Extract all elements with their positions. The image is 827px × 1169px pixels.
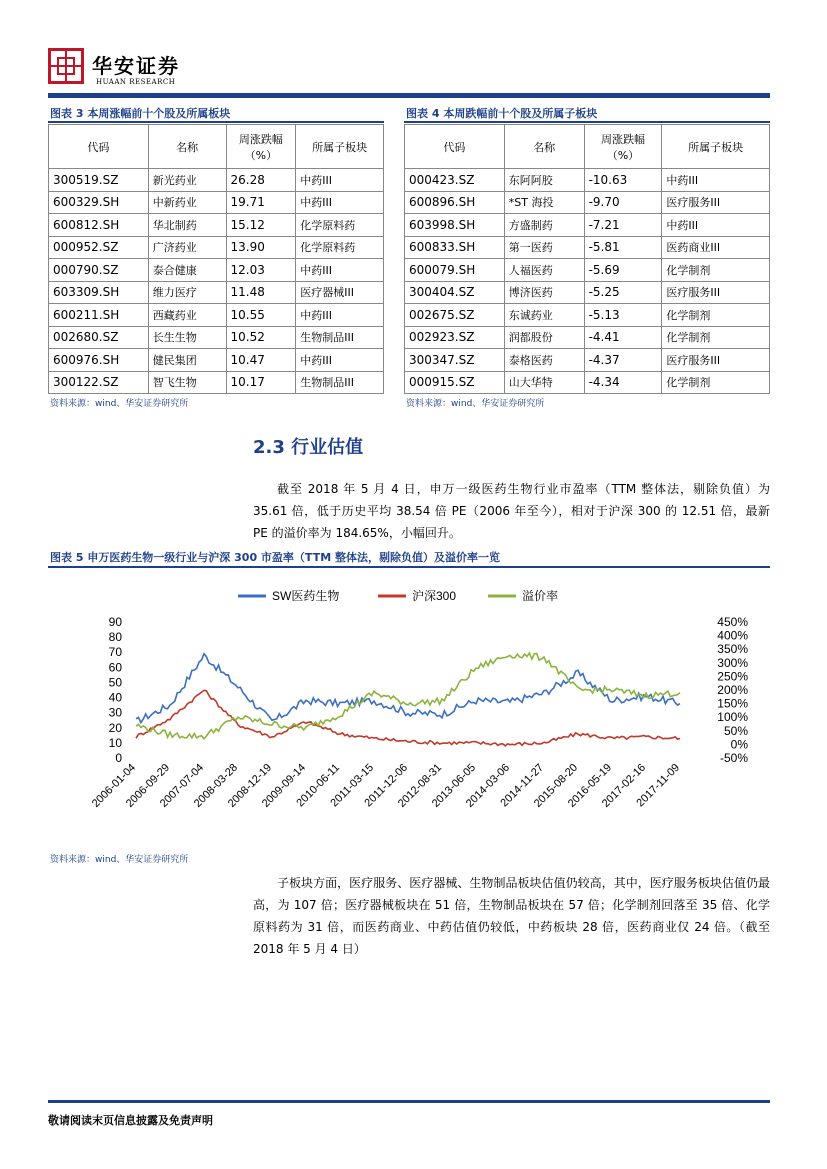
table-cell: 化学制剂 bbox=[662, 259, 770, 282]
pe-chart bbox=[48, 578, 770, 848]
table-cell: 中药III bbox=[662, 214, 770, 237]
left-axis-tick: 60 bbox=[108, 660, 122, 675]
footer-disclaimer: 敬请阅读末页信息披露及免责声明 bbox=[48, 1114, 213, 1127]
x-axis-tick: 2007-07-04 bbox=[157, 761, 207, 810]
table-cell: 000423.SZ bbox=[405, 169, 505, 192]
table-row bbox=[49, 214, 384, 237]
table-cell: -9.70 bbox=[584, 191, 662, 214]
right-axis-tick: 50% bbox=[723, 723, 748, 738]
x-axis-tick: 2012-08-31 bbox=[395, 761, 445, 810]
table-header: 周涨跌幅 （%） bbox=[226, 125, 296, 169]
left-axis-tick: 20 bbox=[108, 720, 122, 735]
paragraph-valuation: 截至 2018 年 5 月 4 日，申万一级医药生物行业市盈率（TTM 整体法，剔除负值）为 35.61 倍，低于历史平均 38.54 倍 PE（2006 年至今），相对于沪深 300 的 12.51 倍，最新 PE 的溢价率为 184.65%，小幅回升。 bbox=[253, 482, 770, 540]
table-row bbox=[405, 349, 770, 372]
brand-name: 华安证券 bbox=[92, 54, 180, 78]
table-cell: 新光药业 bbox=[148, 169, 226, 192]
table-cell: 广济药业 bbox=[148, 236, 226, 259]
table-cell: 第一医药 bbox=[504, 236, 584, 259]
x-axis-tick: 2016-05-19 bbox=[565, 761, 615, 810]
table-cell: -4.37 bbox=[584, 349, 662, 372]
table-row bbox=[405, 259, 770, 282]
right-axis-tick: 450% bbox=[717, 615, 748, 629]
left-axis-tick: 80 bbox=[108, 630, 122, 645]
table-cell: 中新药业 bbox=[148, 191, 226, 214]
table-cell: 300347.SZ bbox=[405, 349, 505, 372]
table-cell: 医疗服务III bbox=[662, 191, 770, 214]
table-cell: 603998.SH bbox=[405, 214, 505, 237]
x-axis-tick: 2009-09-14 bbox=[259, 761, 309, 810]
table-row bbox=[405, 326, 770, 349]
company-logo bbox=[48, 48, 84, 84]
right-axis-tick: 300% bbox=[717, 655, 748, 670]
table-cell: 润都股份 bbox=[504, 326, 584, 349]
table-cell: 医疗服务III bbox=[662, 349, 770, 372]
legend-label: 溢价率 bbox=[522, 589, 559, 603]
table-row bbox=[405, 304, 770, 327]
table-cell: -4.34 bbox=[584, 371, 662, 394]
table-row bbox=[49, 191, 384, 214]
right-axis-tick: 100% bbox=[717, 710, 748, 725]
left-axis-tick: 40 bbox=[108, 690, 122, 705]
x-axis-tick: 2006-09-29 bbox=[123, 761, 173, 810]
series-line-1 bbox=[136, 690, 680, 746]
table-cell: 26.28 bbox=[226, 169, 296, 192]
x-axis-tick: 2008-03-28 bbox=[191, 761, 241, 810]
table-cell: 中药III bbox=[296, 304, 384, 327]
x-axis-tick: 2011-03-15 bbox=[328, 761, 377, 810]
table-cell: 化学制剂 bbox=[662, 371, 770, 394]
table4-losers bbox=[404, 124, 770, 394]
right-axis-tick: 0% bbox=[730, 737, 748, 752]
x-axis-tick: 2011-12-06 bbox=[362, 761, 411, 810]
paragraph-subsectors: 子板块方面，医疗服务、医疗器械、生物制品板块估值仍较高，其中，医疗服务板块估值仍最高，为 107 倍；医疗器械板块在 51 倍，生物制品板块在 57 倍；化学制剂回落至 35 倍、化学原料药为 31 倍，而医药商业、中药估值仍较低，中药板块 28 倍，医药商业仅 24 倍。（截至 2018 年 5 月 4 日） bbox=[253, 876, 770, 956]
footer-rule bbox=[48, 1100, 770, 1103]
brand-english: HUAAN RESEARCH bbox=[96, 78, 176, 86]
table-cell: 中药III bbox=[296, 259, 384, 282]
table-cell: 长生生物 bbox=[148, 326, 226, 349]
table-cell: 12.03 bbox=[226, 259, 296, 282]
table-row bbox=[405, 236, 770, 259]
table-header: 所属子板块 bbox=[296, 125, 384, 169]
table-cell: 13.90 bbox=[226, 236, 296, 259]
table-cell: 化学制剂 bbox=[662, 326, 770, 349]
table-cell: 10.47 bbox=[226, 349, 296, 372]
table-cell: 方盛制药 bbox=[504, 214, 584, 237]
table-cell: 600833.SH bbox=[405, 236, 505, 259]
legend-label: 沪深300 bbox=[412, 589, 457, 603]
table-cell: -5.81 bbox=[584, 236, 662, 259]
left-axis-tick: 10 bbox=[108, 735, 122, 750]
table-cell: 医药商业III bbox=[662, 236, 770, 259]
table-header: 所属子板块 bbox=[662, 125, 770, 169]
table-cell: 山大华特 bbox=[504, 371, 584, 394]
table-cell: 中药III bbox=[296, 349, 384, 372]
left-axis-tick: 30 bbox=[108, 705, 122, 720]
left-axis-tick: 70 bbox=[108, 645, 122, 660]
table-cell: 11.48 bbox=[226, 281, 296, 304]
left-axis-tick: 50 bbox=[108, 675, 122, 690]
table-cell: 600976.SH bbox=[49, 349, 149, 372]
table-cell: 10.17 bbox=[226, 371, 296, 394]
table-cell: 中药III bbox=[296, 169, 384, 192]
table-cell: 300404.SZ bbox=[405, 281, 505, 304]
table-cell: 10.52 bbox=[226, 326, 296, 349]
table-cell: -5.13 bbox=[584, 304, 662, 327]
table-header: 代码 bbox=[49, 125, 149, 169]
left-axis-tick: 0 bbox=[115, 751, 122, 765]
table3-source: 资料来源：wind、华安证券研究所 bbox=[50, 399, 189, 409]
right-axis-tick: 400% bbox=[717, 628, 748, 643]
table-cell: 博济医药 bbox=[504, 281, 584, 304]
table-cell: 002680.SZ bbox=[49, 326, 149, 349]
table-header: 名称 bbox=[504, 125, 584, 169]
table-cell: 健民集团 bbox=[148, 349, 226, 372]
table-cell: -4.41 bbox=[584, 326, 662, 349]
table4-caption: 图表 4 本周跌幅前十个股及所属子板块 bbox=[406, 107, 598, 120]
x-axis-tick: 2010-06-11 bbox=[294, 761, 343, 810]
table-row bbox=[405, 191, 770, 214]
right-axis-tick: 200% bbox=[717, 683, 748, 697]
table-cell: 中药III bbox=[662, 169, 770, 192]
table-row bbox=[405, 371, 770, 394]
table-cell: 600896.SH bbox=[405, 191, 505, 214]
x-axis-tick: 2013-06-05 bbox=[429, 761, 479, 810]
table-cell: 300122.SZ bbox=[49, 371, 149, 394]
table-cell: 10.55 bbox=[226, 304, 296, 327]
series-line-0 bbox=[136, 654, 680, 723]
table-cell: 603309.SH bbox=[49, 281, 149, 304]
table-cell: -5.69 bbox=[584, 259, 662, 282]
table-row bbox=[49, 304, 384, 327]
table-cell: -10.63 bbox=[584, 169, 662, 192]
table-cell: 生物制品III bbox=[296, 371, 384, 394]
table-cell: 15.12 bbox=[226, 214, 296, 237]
table-header: 名称 bbox=[148, 125, 226, 169]
x-axis-tick: 2015-08-20 bbox=[531, 761, 581, 810]
table-cell: 中药III bbox=[296, 191, 384, 214]
table-cell: 泰格医药 bbox=[504, 349, 584, 372]
table-cell: 000790.SZ bbox=[49, 259, 149, 282]
legend-label: SW医药生物 bbox=[272, 589, 340, 603]
table-row bbox=[49, 236, 384, 259]
right-axis-tick: 350% bbox=[717, 642, 748, 657]
table-cell: 化学原料药 bbox=[296, 236, 384, 259]
chart5-caption: 图表 5 申万医药生物一级行业与沪深 300 市盈率（TTM 整体法，剔除负值）及溢价率一览 bbox=[50, 551, 500, 564]
table-header: 周涨跌幅 （%） bbox=[584, 125, 662, 169]
table-row bbox=[49, 349, 384, 372]
table-row bbox=[405, 214, 770, 237]
table-header: 代码 bbox=[405, 125, 505, 169]
table-cell: 000952.SZ bbox=[49, 236, 149, 259]
table-row bbox=[49, 281, 384, 304]
table-cell: 东诚药业 bbox=[504, 304, 584, 327]
table-row bbox=[405, 169, 770, 192]
table-cell: 002675.SZ bbox=[405, 304, 505, 327]
table3-caption: 图表 3 本周涨幅前十个股及所属板块 bbox=[50, 107, 231, 120]
table-cell: 生物制品III bbox=[296, 326, 384, 349]
x-axis-tick: 2014-11-27 bbox=[498, 761, 547, 810]
table-cell: 002923.SZ bbox=[405, 326, 505, 349]
table-cell: 智飞生物 bbox=[148, 371, 226, 394]
x-axis-tick: 2006-01-04 bbox=[89, 761, 139, 810]
header-rule bbox=[48, 93, 770, 98]
table-cell: 化学原料药 bbox=[296, 214, 384, 237]
table-row bbox=[49, 326, 384, 349]
table-cell: 人福医药 bbox=[504, 259, 584, 282]
table-cell: -7.21 bbox=[584, 214, 662, 237]
right-axis-tick: 250% bbox=[717, 669, 748, 684]
table4-source: 资料来源：wind、华安证券研究所 bbox=[406, 399, 545, 409]
table-cell: -5.25 bbox=[584, 281, 662, 304]
right-axis-tick: -50% bbox=[719, 751, 748, 765]
chart5-source: 资料来源：wind、华安证券研究所 bbox=[50, 855, 189, 865]
table-cell: 西藏药业 bbox=[148, 304, 226, 327]
table-cell: 化学制剂 bbox=[662, 304, 770, 327]
table-row bbox=[49, 169, 384, 192]
table-cell: 600812.SH bbox=[49, 214, 149, 237]
table-row bbox=[405, 281, 770, 304]
x-axis-tick: 2017-02-16 bbox=[599, 761, 649, 810]
table-cell: 泰合健康 bbox=[148, 259, 226, 282]
table-cell: 600079.SH bbox=[405, 259, 505, 282]
table-row bbox=[49, 259, 384, 282]
right-axis-tick: 150% bbox=[717, 696, 748, 711]
table-cell: 600329.SH bbox=[49, 191, 149, 214]
left-axis-tick: 90 bbox=[108, 615, 122, 629]
x-axis-tick: 2017-11-09 bbox=[634, 761, 683, 810]
table-cell: 东阿阿胶 bbox=[504, 169, 584, 192]
table-cell: 600211.SH bbox=[49, 304, 149, 327]
table-cell: 医疗器械III bbox=[296, 281, 384, 304]
x-axis-tick: 2008-12-19 bbox=[225, 761, 275, 810]
table-cell: 19.71 bbox=[226, 191, 296, 214]
table-cell: 医疗服务III bbox=[662, 281, 770, 304]
table-cell: 000915.SZ bbox=[405, 371, 505, 394]
table-cell: *ST 海投 bbox=[504, 191, 584, 214]
x-axis-tick: 2014-03-06 bbox=[463, 761, 513, 810]
table-cell: 300519.SZ bbox=[49, 169, 149, 192]
table-cell: 维力医疗 bbox=[148, 281, 226, 304]
section-title: 2.3 行业估值 bbox=[253, 437, 364, 458]
table-cell: 华北制药 bbox=[148, 214, 226, 237]
table-row bbox=[49, 371, 384, 394]
table3-gainers bbox=[48, 124, 384, 394]
